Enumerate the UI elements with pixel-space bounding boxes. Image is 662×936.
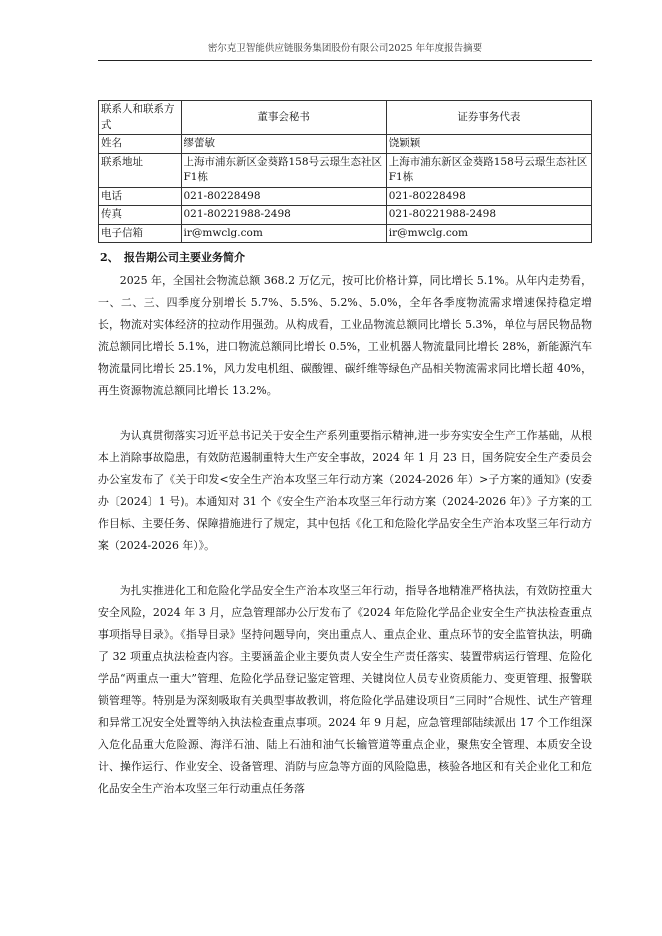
table-cell: 上海市浦东新区金葵路158号云璟生态社区F1栋 (386, 153, 591, 187)
table-cell: 电话 (99, 187, 182, 206)
section-title: 报告期公司主要业务简介 (124, 251, 245, 264)
header-divider (98, 60, 592, 61)
paragraph-text: 为认真贯彻落实习近平总书记关于安全生产系列重要指示精神,进一步夯实安全生产工作基础，从根本上消除事故隐患，有效防范遏制重特大生产安全事故，2024 年 1 月 23 日，国务院安全生产委员会办公室发布了《关于印发<安全生产治本攻坚三年行动方案（2024-2026 年）>子方案的通知》(安委办〔2024〕1 号)。本通知对 31 个《安全生产治本攻坚三年行动方案（2024-2026 年）》子方案的工作目标、主要任务、保障措施进行了规定，其中包括《化工和危险化学品安全生产治本攻坚三年行动方案（2024-2026 年）》。 (98, 429, 592, 552)
table-cell: 上海市浦东新区金葵路158号云璟生态社区F1栋 (181, 153, 386, 187)
table-row (99, 135, 592, 154)
table-cell: 联系人和联系方式 (99, 101, 182, 135)
section-heading (100, 249, 245, 265)
page-header: 密尔克卫智能供应链服务集团股份有限公司2025 年年度报告摘要 (207, 43, 483, 54)
table-cell: 缪蕾敏 (181, 135, 386, 154)
table-row (99, 206, 592, 225)
table-cell: 021-80228498 (386, 187, 591, 206)
table-row (99, 153, 592, 187)
table-cell: 传真 (99, 206, 182, 225)
contact-table (98, 100, 592, 243)
section-number: 2、 (100, 251, 119, 264)
table-cell: ir@mwclg.com (181, 224, 386, 243)
table-cell: 证券事务代表 (386, 101, 591, 135)
paragraph-text: 为扎实推进化工和危险化学品安全生产治本攻坚三年行动，指导各地精准严格执法，有效防控重大安全风险，2024 年 3 月，应急管理部办公厅发布了《2024 年危险化学品企业安全生产执法检查重点事项指导目录》。《指导目录》坚持问题导向，突出重点人、重点企业、重点环节的安全监管执法，明确了 32 项重点执法检查内容。主要涵盖企业主要负责人安全生产责任落实、装置带病运行管理、危险化学品“两重点一重大”管理、危险化学品登记鉴定管理、关键岗位人员专业资质能力、变更管理、报警联锁管理等。特别是为深刻吸取有关典型事故教训，将危险化学品建设项目“三同时”合规性、试生产管理和异常工况安全处置等纳入执法检查重点事项。2024 年 9 月起，应急管理部陆续派出 17 个工作组深入危化品重大危险源、海洋石油、陆上石油和油气长输管道等重点企业，聚焦安全管理、本质安全设计、操作运行、作业安全、设备管理、消防与应急等方面的风险隐患，核验各地区和有关企业化工和危化品安全生产治本攻坚三年行动重点任务落 (98, 584, 592, 795)
table-row (99, 224, 592, 243)
table-cell: 021-80228498 (181, 187, 386, 206)
table-cell: 姓名 (99, 135, 182, 154)
paragraph-2 (98, 425, 592, 557)
table-cell: 饶颖颖 (386, 135, 591, 154)
table-cell: 董事会秘书 (181, 101, 386, 135)
table-cell: 021-80221988-2498 (181, 206, 386, 225)
table-cell: 电子信箱 (99, 224, 182, 243)
paragraph-text: 2025 年，全国社会物流总额 368.2 万亿元，按可比价格计算，同比增长 5.1%。从年内走势看，一、二、三、四季度分别增长 5.7%、5.5%、5.2%、5.0%，全年各季度物流需求增速保持稳定增长，物流对实体经济的拉动作用强劲。从构成看，工业品物流总额同比增长 5.3%，单位与居民物品物流总额同比增长 5.1%，进口物流总额同比增长 0.5%，工业机器人物流量同比增长 28%，新能源汽车物流量同比增长 25.1%，风力发电机组、碳酸锂、碳纤维等绿色产品相关物流需求同比增长超 40%，再生资源物流总额同比增长 13.2%。 (98, 274, 592, 397)
paragraph-3 (98, 580, 592, 800)
table-cell: 联系地址 (99, 153, 182, 187)
table-row (99, 187, 592, 206)
table-cell: ir@mwclg.com (386, 224, 591, 243)
table-header-row (99, 101, 592, 135)
table-cell: 021-80221988-2498 (386, 206, 591, 225)
paragraph-1 (98, 270, 592, 402)
